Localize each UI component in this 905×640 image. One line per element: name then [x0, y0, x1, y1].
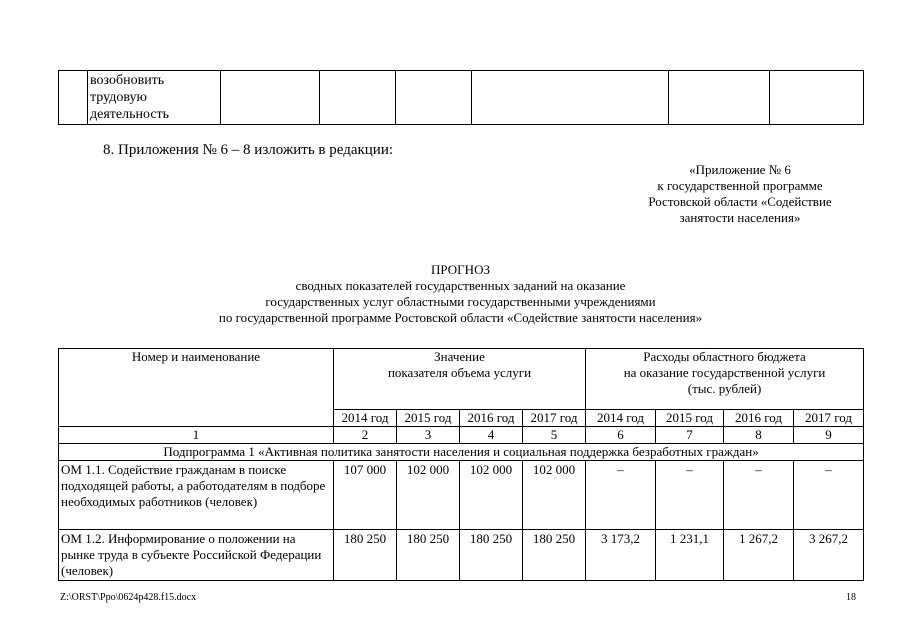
cell-text-line: деятельность — [90, 107, 170, 122]
year-cell: 2014 год — [586, 410, 656, 427]
footer-file-path: Z:\ORST\Ppo\0624p428.f15.docx — [60, 592, 197, 603]
appendix-line: «Приложение № 6 — [689, 162, 791, 177]
year-cell: 2016 год — [724, 410, 794, 427]
column-number: 7 — [656, 427, 724, 444]
header-text: (тыс. рублей) — [687, 381, 762, 396]
row-value: 1 231,1 — [656, 530, 724, 581]
heading-line: по государственной программе Ростовской области «Содействие занятости населения» — [218, 310, 703, 325]
column-number: 5 — [523, 427, 586, 444]
header-text: Значение — [434, 349, 485, 364]
year-cell: 2014 год — [334, 410, 397, 427]
header-values-group — [334, 349, 586, 410]
row-value: – — [586, 461, 656, 530]
row-value: 180 250 — [460, 530, 523, 581]
table-cell — [59, 71, 88, 125]
column-number-row — [59, 427, 864, 444]
year-cell: 2017 год — [794, 410, 864, 427]
row-value: 3 173,2 — [586, 530, 656, 581]
table-row — [59, 530, 864, 581]
subprogram-row — [59, 444, 864, 461]
header-expenses-group — [586, 349, 864, 410]
year-cell: 2017 год — [523, 410, 586, 427]
header-text: показателя объема услуги — [387, 365, 532, 380]
year-cell: 2015 год — [656, 410, 724, 427]
row-value: 180 250 — [397, 530, 460, 581]
column-number: 6 — [586, 427, 656, 444]
header-name-column — [59, 349, 334, 427]
previous-table-fragment — [58, 70, 864, 125]
row-name: ОМ 1.1. Содействие гражданам в поиске подходящей работы, а работодателям в подборе необходимых работников (человек) — [59, 461, 334, 530]
row-value: – — [794, 461, 864, 530]
table-cell — [221, 71, 320, 125]
heading-line: сводных показателей государственных заданий на оказание — [295, 278, 626, 293]
row-value: 180 250 — [334, 530, 397, 581]
column-number: 4 — [460, 427, 523, 444]
column-number: 9 — [794, 427, 864, 444]
row-value: 102 000 — [523, 461, 586, 530]
table-cell — [88, 71, 221, 125]
table-row — [59, 71, 864, 125]
column-number: 8 — [724, 427, 794, 444]
year-cell: 2016 год — [460, 410, 523, 427]
subprogram-title: Подпрограмма 1 «Активная политика занятости населения и социальная поддержка безработных граждан» — [59, 444, 864, 461]
row-value: 102 000 — [460, 461, 523, 530]
row-name: ОМ 1.2. Информирование о положении на рынке труда в субъекте Российской Федерации (человек) — [59, 530, 334, 581]
row-value: – — [724, 461, 794, 530]
table-cell — [472, 71, 669, 125]
appendix-line: занятости населения» — [679, 210, 801, 225]
page-number: 18 — [846, 592, 856, 603]
row-value: 180 250 — [523, 530, 586, 581]
row-value: 107 000 — [334, 461, 397, 530]
year-cell: 2015 год — [397, 410, 460, 427]
heading-title: ПРОГНОЗ — [431, 262, 490, 277]
header-text: Номер и наименование — [131, 349, 261, 364]
table-header-row — [59, 349, 864, 410]
document-heading — [58, 262, 863, 326]
heading-line: государственных услуг областными государственными учреждениями — [265, 294, 656, 309]
table-cell — [770, 71, 864, 125]
appendix-note — [590, 162, 890, 226]
row-value: 1 267,2 — [724, 530, 794, 581]
row-value: 3 267,2 — [794, 530, 864, 581]
cell-text-line: трудовую — [90, 90, 147, 105]
column-number: 1 — [59, 427, 334, 444]
amendment-paragraph: 8. Приложения № 6 – 8 изложить в редакции: — [103, 142, 394, 158]
row-value: 102 000 — [397, 461, 460, 530]
column-number: 3 — [397, 427, 460, 444]
row-value: – — [656, 461, 724, 530]
table-cell — [320, 71, 396, 125]
appendix-line: к государственной программе — [657, 178, 823, 193]
column-number: 2 — [334, 427, 397, 444]
header-text: на оказание государственной услуги — [623, 365, 826, 380]
table-cell — [669, 71, 770, 125]
cell-text-line: возобновить — [90, 73, 165, 88]
forecast-table — [58, 348, 864, 581]
appendix-line: Ростовской области «Содействие — [648, 194, 832, 209]
table-cell — [396, 71, 472, 125]
table-row — [59, 461, 864, 530]
header-text: Расходы областного бюджета — [643, 349, 806, 364]
